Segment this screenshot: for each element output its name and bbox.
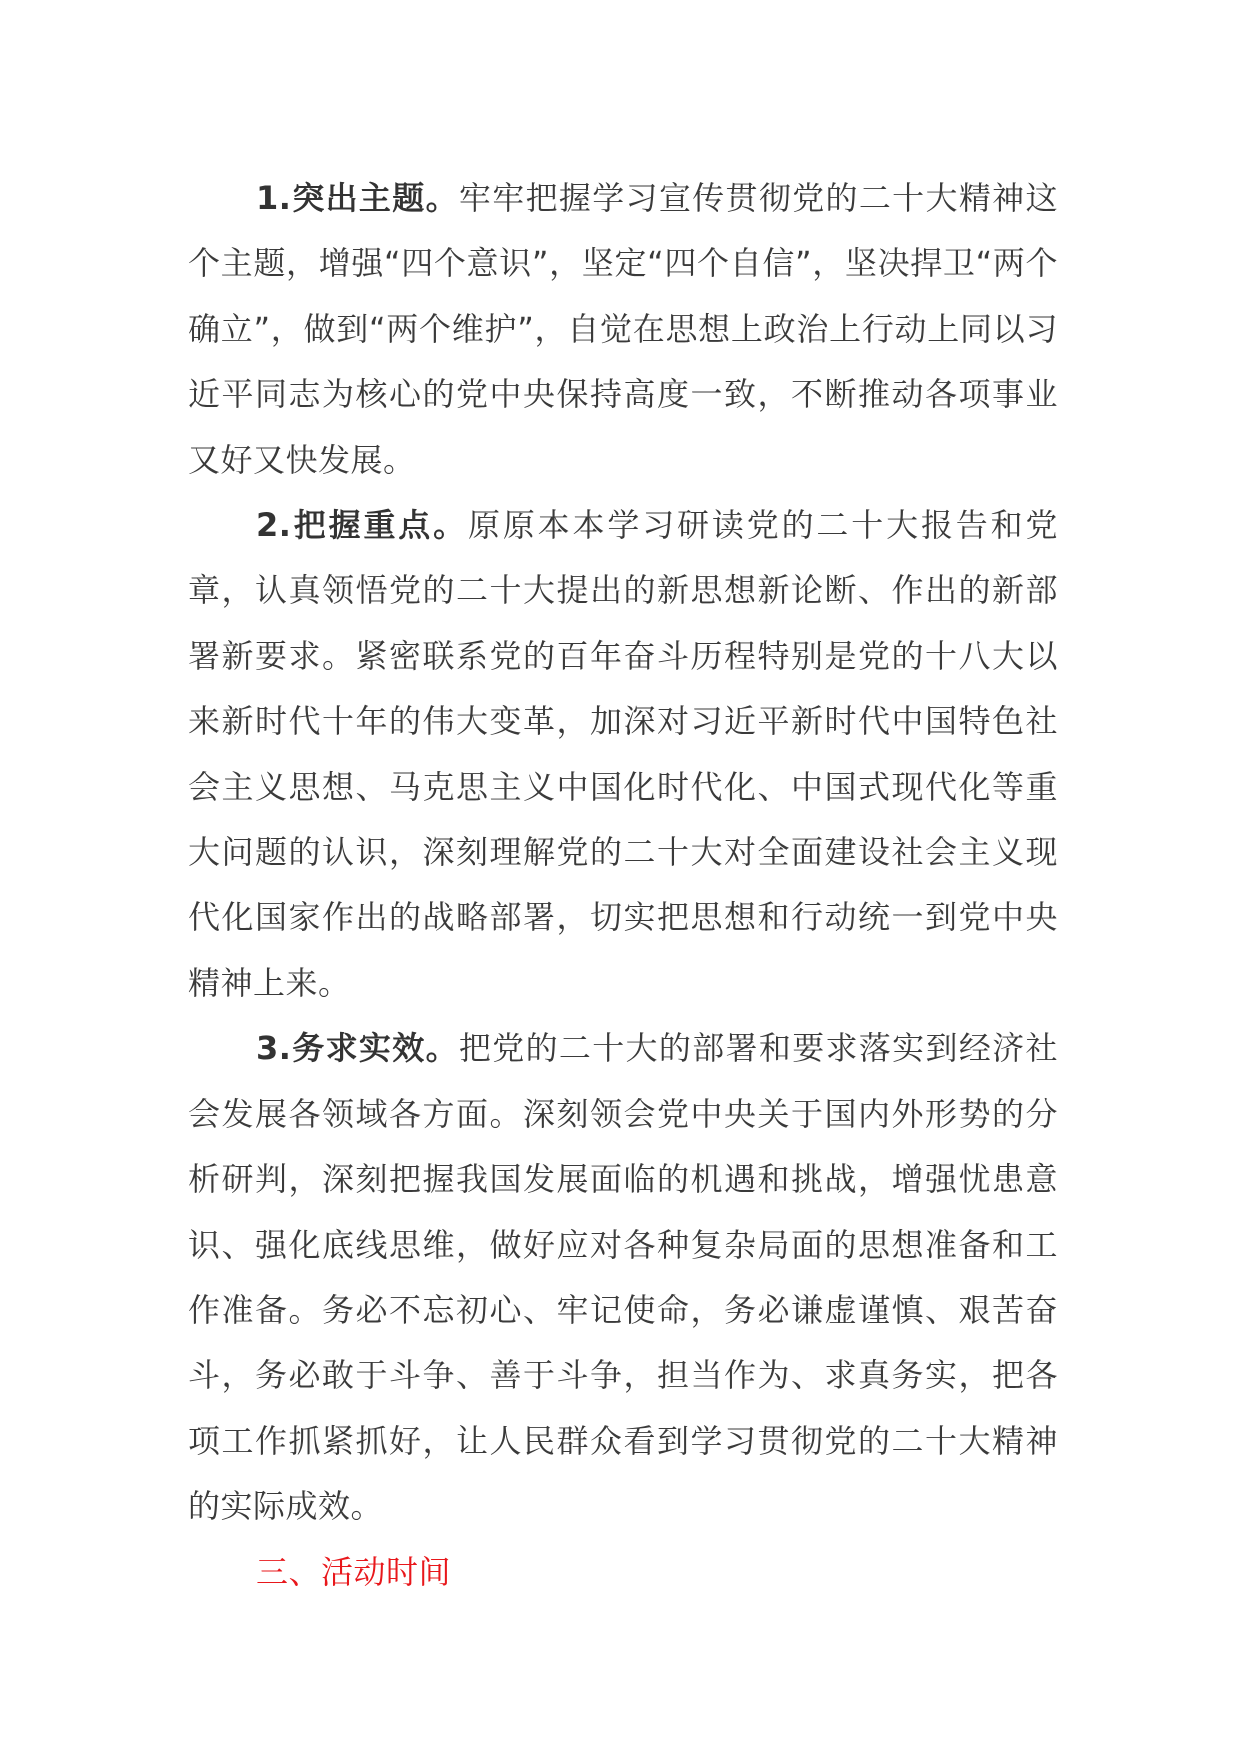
- paragraph-3-title: 3.务求实效。: [256, 1029, 459, 1068]
- paragraph-2-title: 2.把握重点。: [256, 506, 468, 545]
- section-heading-activity-time: 三、活动时间: [256, 1552, 452, 1591]
- paragraph-3-body: 把党的二十大的部署和要求落实到经济社会发展各领域各方面。深刻领会党中央关于国内外形势的分析研判，深刻把握我国发展面临的机遇和挑战，增强忧患意识、强化底线思维，做好应对各种复杂局面的思想准备和工作准备。务必不忘初心、牢记使命，务必谦虚谨慎、艰苦奋斗，务必敢于斗争、善于斗争，担当作为、求真务实，把各项工作抓紧抓好，让人民群众看到学习贯彻党的二十大精神的实际成效。: [188, 1029, 1058, 1526]
- paragraph-3: [188, 1016, 1058, 1539]
- document-body: [188, 166, 1058, 1605]
- paragraph-2-body: 原原本本学习研读党的二十大报告和党章，认真领悟党的二十大提出的新思想新论断、作出的新部署新要求。紧密联系党的百年奋斗历程特别是党的十八大以来新时代十年的伟大变革，加深对习近平新时代中国特色社会主义思想、马克思主义中国化时代化、中国式现代化等重大问题的认识，深刻理解党的二十大对全面建设社会主义现代化国家作出的战略部署，切实把思想和行动统一到党中央精神上来。: [188, 506, 1058, 1002]
- paragraph-2: [188, 493, 1058, 1016]
- paragraph-1-body: 牢牢把握学习宣传贯彻党的二十大精神这个主题，增强“四个意识”，坚定“四个自信”，坚决捍卫“两个确立”，做到“两个维护”，自觉在思想上政治上行动上同以习近平同志为核心的党中央保持高度一致，不断推动各项事业又好又快发展。: [188, 179, 1058, 479]
- paragraph-1-title: 1.突出主题。: [256, 179, 459, 217]
- paragraph-1: [188, 166, 1058, 493]
